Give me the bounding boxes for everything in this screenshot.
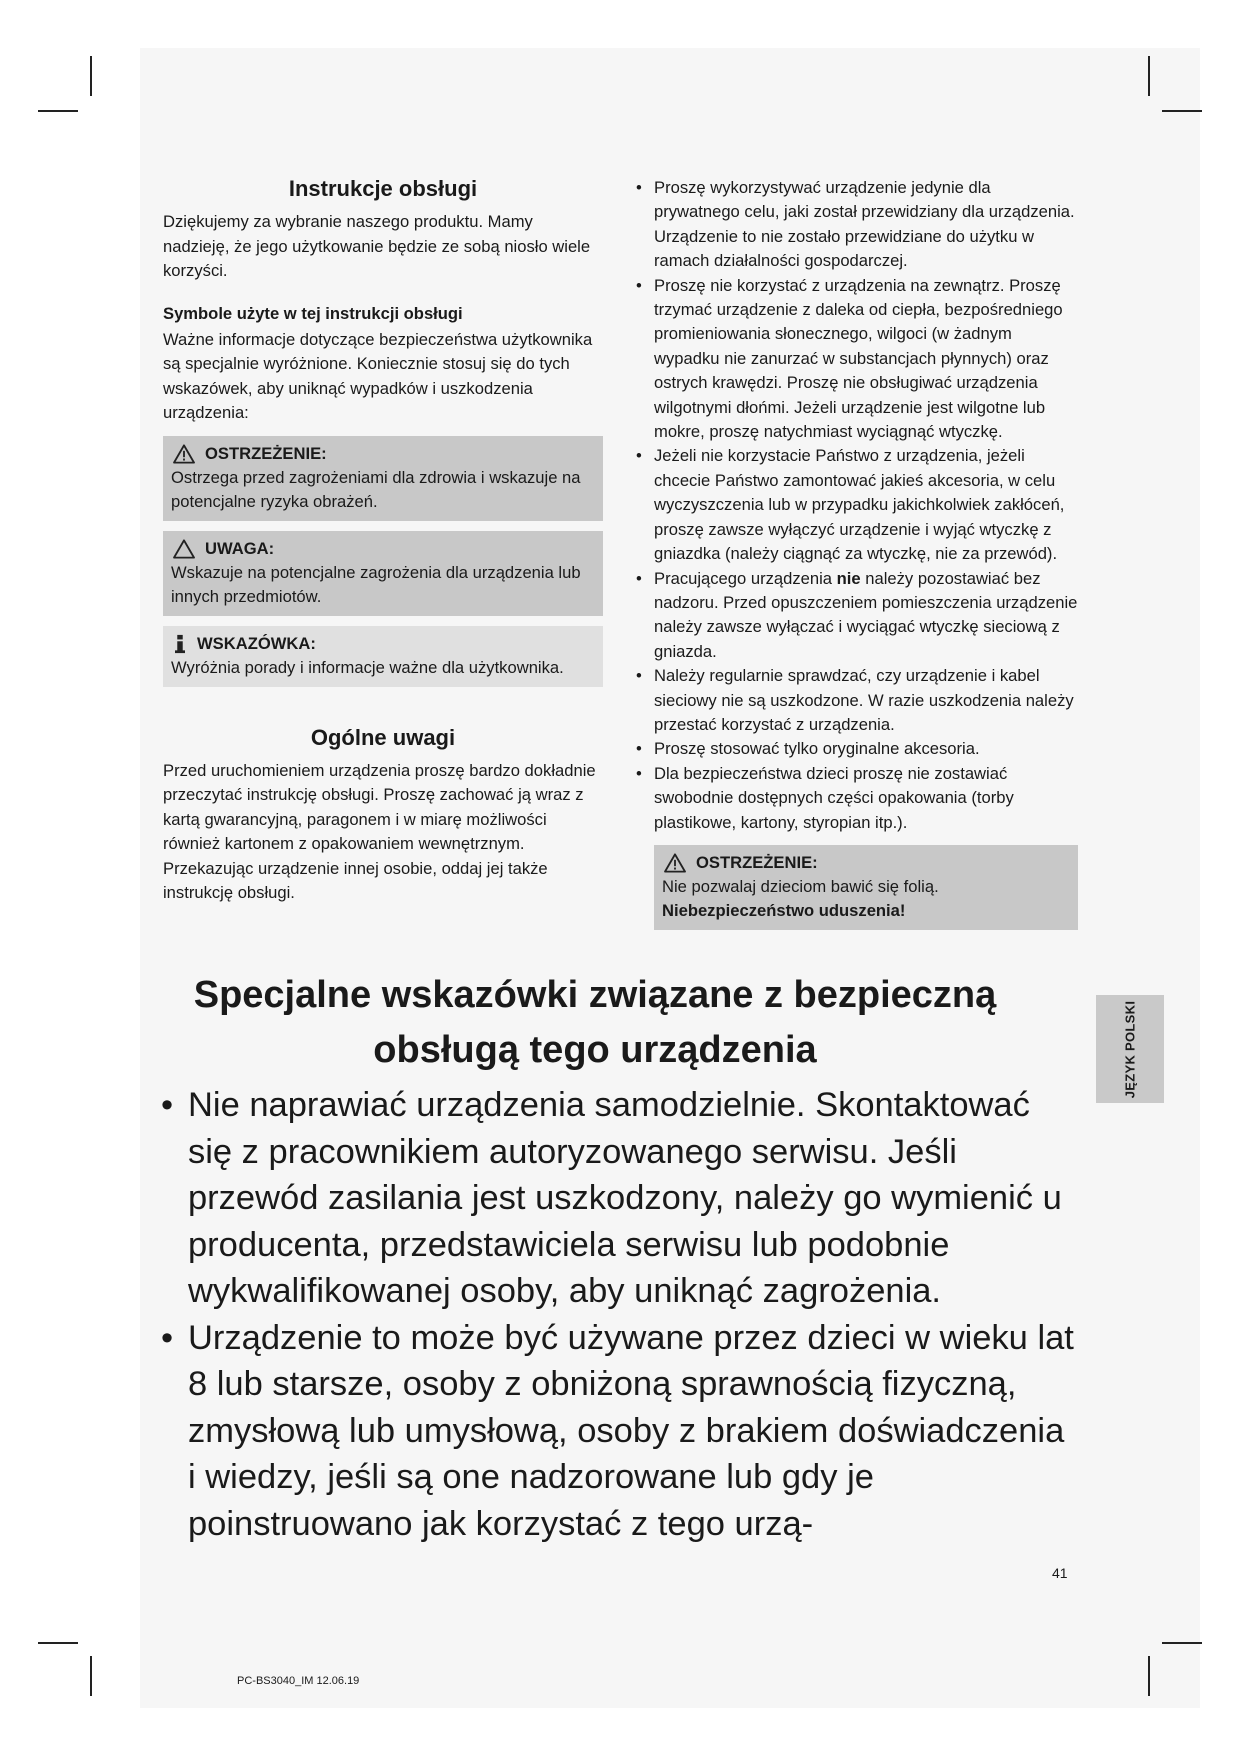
caution-box: [163, 531, 603, 616]
warning-text: Ostrzega przed zagrożeniami dla zdrowia i wskazuje na potencjalne ryzyka obrażeń.: [171, 467, 581, 511]
footer-code: PC-BS3040_IM 12.06.19: [237, 1675, 360, 1687]
list-item: • Dla bezpieczeństwa dzieci proszę nie zostawiać swobodnie dostępnych części opakowania (torby plastikowe, kartony, styropian itp.).: [636, 762, 1078, 835]
list-item: • Urządzenie to może być używane przez dzieci w wieku lat 8 lub starsze, osoby z obniżoną sprawnością fizyczną, zmysłową lub umysłową, osoby z brakiem doświadczenia i wiedzy, jeśli są one nadzorowane lub gdy je poinstruowano jak korzystać z tego urzą-: [158, 1315, 1078, 1548]
list-item: • Proszę nie korzystać z urządzenia na zewnątrz. Proszę trzymać urządzenie z daleka od ciepła, bezpośredniego promieniowania słonecznego, wilgoci (w żadnym wypadku nie zanurzać w substancjach płynnych) oraz ostrych krawędzi. Proszę nie obsługiwać urządzenia wilgotnymi dłońmi. Jeżeli urządzenie jest wilgotne lub mokre, proszę natychmiast wyciągnąć wtyczkę.: [636, 274, 1078, 445]
list-item: [636, 567, 1078, 665]
page-number: 41: [1052, 1565, 1068, 1581]
caution-label: UWAGA:: [205, 538, 275, 558]
crop-mark: [1162, 110, 1202, 112]
safety-list: [636, 176, 1078, 835]
symbols-heading: Symbole użyte w tej instrukcji obsługi: [163, 303, 463, 323]
list-item: • Nie naprawiać urządzenia samodzielnie. Skontaktować się z pracownikiem autoryzowanego serwisu. Jeśli przewód zasilania jest uszkodzony, należy go wymienić u producenta, przedstawiciela serwisu lub podobnie wykwalifikowanej osoby, aby uniknąć zagrożenia.: [158, 1082, 1078, 1315]
special-heading-line: obsługą tego urządzenia: [373, 1029, 817, 1071]
section-title: Instrukcje obsługi: [288, 176, 478, 201]
crop-mark: [90, 1656, 92, 1696]
warning-bold-text: Niebezpieczeństwo uduszenia!: [662, 900, 906, 920]
suffocation-warning-box: [654, 845, 1078, 930]
crop-mark: [90, 56, 92, 96]
right-column: [636, 176, 1078, 930]
general-text: Przed uruchomieniem urządzenia proszę bardzo dokładnie przeczytać instrukcję obsługi. Proszę zachować ją wraz z kartą gwarancyjną, paragonem i w miarę możliwości również kartonem z opakowaniem wewnętrznym. Przekazując urządzenie innej osobie, oddaj jej także instrukcję obsługi.: [163, 760, 596, 902]
special-heading: [150, 968, 1040, 1078]
warning-box: [163, 436, 603, 521]
crop-mark: [1148, 56, 1150, 96]
warning-triangle-icon: [664, 853, 686, 873]
warning-label: OSTRZEŻENIE:: [696, 852, 818, 872]
crop-mark: [1162, 1642, 1202, 1644]
note-box: [163, 626, 603, 687]
list-item-text: należy pozostawiać bez nadzoru. Przed opuszczeniem pomieszczenia urządzenie należy zawsze wyłączać i wyciągać wtyczkę sieciową z gniazda.: [654, 568, 1078, 661]
warning-label: OSTRZEŻENIE:: [205, 443, 327, 463]
warning-triangle-icon: [173, 444, 195, 464]
info-icon: [173, 634, 187, 654]
language-tab: [1096, 995, 1164, 1103]
list-item: • Proszę wykorzystywać urządzenie jedynie dla prywatnego celu, jaki został przewidziany dla urządzenia. Urządzenie to nie zostało przewidziane do użytku w ramach działalności gospodarczej.: [636, 176, 1078, 274]
caution-triangle-icon: [173, 539, 195, 559]
list-item: • Jeżeli nie korzystacie Państwo z urządzenia, jeżeli chcecie Państwo zamontować jakieś akcesoria, w celu wyczyszczenia lub w przypadku jakichkolwiek zakłóceń, proszę zawsze wyłączyć urządzenie i wyjąć wtyczkę z gniazdka (należy ciągnąć za wtyczkę, nie za przewód).: [636, 444, 1078, 566]
language-tab-label: JĘZYK POLSKI: [1122, 1000, 1138, 1098]
crop-mark: [38, 1642, 78, 1644]
crop-mark: [1148, 1656, 1150, 1696]
list-item: • Należy regularnie sprawdzać, czy urządzenie i kabel sieciowy nie są uszkodzone. W razie uszkodzenia należy przestać korzystać z urządzenia.: [636, 664, 1078, 737]
intro-text: Dziękujemy za wybranie naszego produktu. Mamy nadzieję, że jego użytkowanie będzie ze sobą niosło wiele korzyści.: [163, 212, 591, 280]
list-item-text: Pracującego urządzenia: [654, 568, 837, 588]
general-title: Ogólne uwagi: [310, 724, 456, 750]
special-list: [158, 1082, 1078, 1547]
warning-text: Nie pozwalaj dzieciom bawić się folią.: [662, 876, 939, 896]
list-item-emphasis: nie: [836, 568, 861, 588]
list-item: • Proszę stosować tylko oryginalne akcesoria.: [636, 737, 1078, 761]
note-label: WSKAZÓWKA:: [197, 633, 316, 653]
crop-mark: [38, 110, 78, 112]
note-text: Wyróżnia porady i informacje ważne dla użytkownika.: [171, 657, 564, 677]
special-heading-line: Specjalne wskazówki związane z bezpieczną: [193, 974, 997, 1016]
symbols-text: Ważne informacje dotyczące bezpieczeństwa użytkownika są specjalnie wyróżnione. Koniecznie stosuj się do tych wskazówek, aby uniknąć wypadków i uszkodzenia urządzenia:: [163, 329, 593, 422]
caution-text: Wskazuje na potencjalne zagrożenia dla urządzenia lub innych przedmiotów.: [171, 562, 581, 606]
left-column: [163, 176, 603, 906]
